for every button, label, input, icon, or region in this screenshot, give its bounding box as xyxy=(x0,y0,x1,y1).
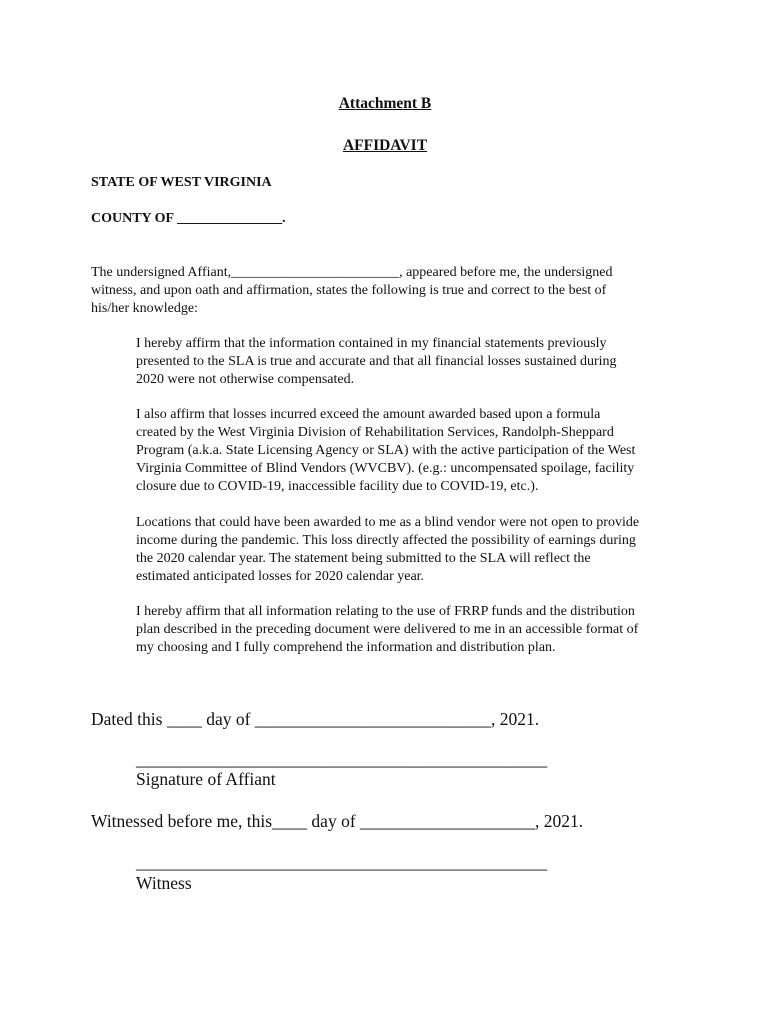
paragraph-line: the 2020 calendar year. The statement being submitted to the SLA will reflect the xyxy=(136,551,591,566)
intro-line: his/her knowledge: xyxy=(91,301,198,316)
dated-line: Dated this ____ day of ___________________________, 2021. xyxy=(91,709,540,729)
paragraph-line: estimated anticipated losses for 2020 calendar year. xyxy=(136,569,425,584)
witness-signature-line: _______________________________________________ xyxy=(136,852,548,872)
paragraph-line: I also affirm that losses incurred exceed the amount awarded based upon a formula xyxy=(136,407,601,422)
paragraph-line: income during the pandemic. This loss directly affected the possibility of earnings during xyxy=(136,533,636,548)
signature-line: _______________________________________________ xyxy=(136,749,548,769)
county-line: COUNTY OF _______________. xyxy=(91,211,286,226)
paragraph-line: I hereby affirm that all information relating to the use of FRRP funds and the distribution xyxy=(136,604,635,619)
witness-label: Witness xyxy=(136,873,192,893)
paragraph-line: created by the West Virginia Division of Rehabilitation Services, Randolph-Sheppard xyxy=(136,425,614,440)
state-line: STATE OF WEST VIRGINIA xyxy=(91,175,272,190)
paragraph-line: Program (a.k.a. State Licensing Agency or SLA) with the active participation of the West xyxy=(136,443,636,458)
paragraph-frrp-funds xyxy=(136,603,638,657)
paragraph-line: Virginia Committee of Blind Vendors (WVCBV). (e.g.: uncompensated spoilage, facility xyxy=(136,461,635,476)
intro-paragraph xyxy=(91,264,613,318)
paragraph-line: plan described in the preceding document were delivered to me in an accessible format of xyxy=(136,622,639,637)
paragraph-line: Locations that could have been awarded to me as a blind vendor were not open to provide xyxy=(136,515,640,530)
paragraph-line: closure due to COVID-19, inaccessible facility due to COVID-19, etc.). xyxy=(136,479,539,494)
paragraph-line: my choosing and I fully comprehend the information and distribution plan. xyxy=(136,640,556,655)
witnessed-line: Witnessed before me, this____ day of ____________________, 2021. xyxy=(91,811,584,831)
paragraph-line: I hereby affirm that the information contained in my financial statements previously xyxy=(136,336,607,351)
paragraph-line: presented to the SLA is true and accurate and that all financial losses sustained during xyxy=(136,354,617,369)
signature-label: Signature of Affiant xyxy=(136,769,276,789)
paragraph-losses xyxy=(136,406,635,496)
paragraph-financial-statements xyxy=(136,335,617,389)
attachment-label: Attachment B xyxy=(338,95,432,112)
intro-line: The undersigned Affiant,________________________, appeared before me, the undersigned xyxy=(91,265,613,280)
paragraph-line: 2020 were not otherwise compensated. xyxy=(136,372,355,387)
paragraph-locations xyxy=(136,514,639,586)
intro-line: witness, and upon oath and affirmation, states the following is true and correct to the best of xyxy=(91,283,607,298)
document-title: AFFIDAVIT xyxy=(342,137,428,154)
